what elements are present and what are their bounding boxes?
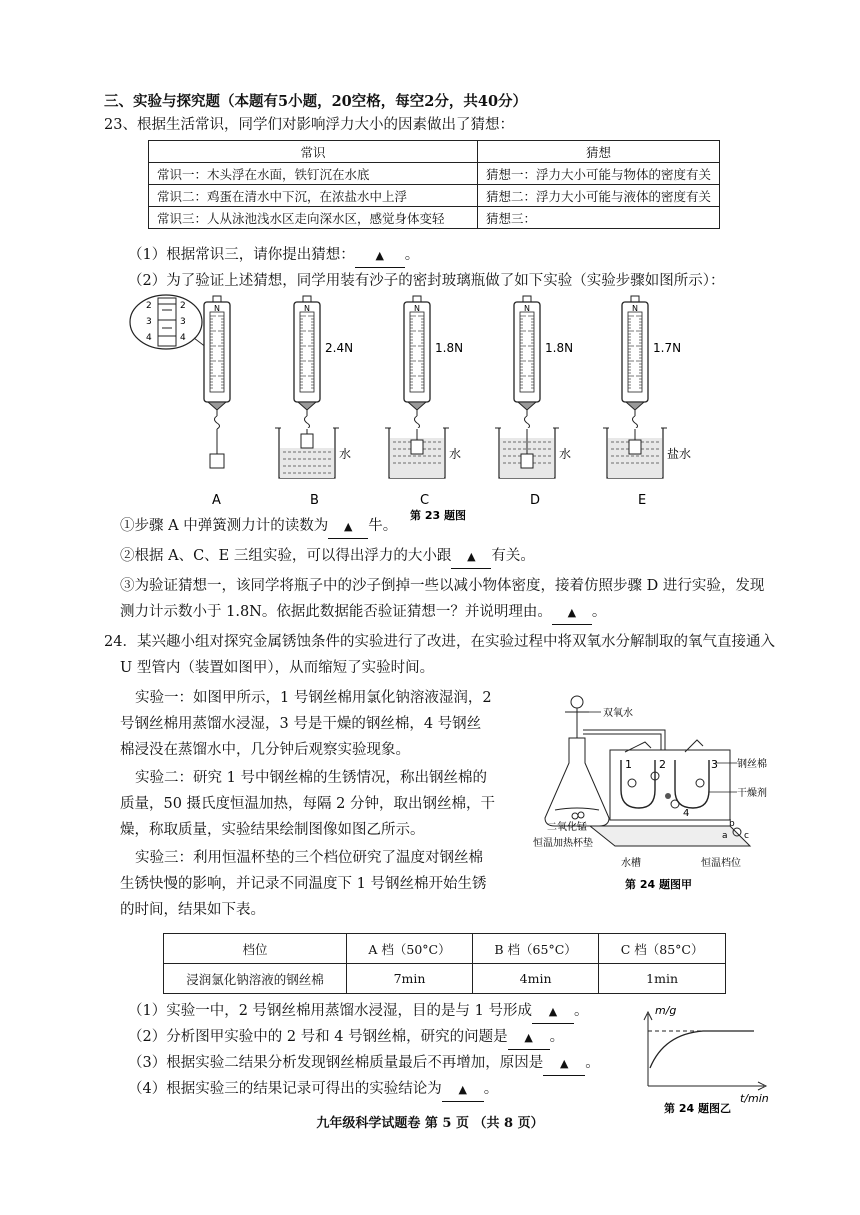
q24-exp3-line1: 实验三：利用恒温杯垫的三个档位研究了温度对钢丝棉 xyxy=(135,850,483,866)
h2o2-label: 双氧水 xyxy=(603,708,633,719)
q24-exp1-line2: 号钢丝棉用蒸馏水浸湿，3 号是干燥的钢丝棉，4 号钢丝 xyxy=(120,716,482,732)
blank-marker: ▲ xyxy=(458,1083,467,1096)
q24-intro-line1: 24．某兴趣小组对探究金属锈蚀条件的实验进行了改进，在实验过程中将双氧水分解制取的氧气直接通入 xyxy=(104,634,775,650)
q24-exp3-line3: 的时间，结果如下表。 xyxy=(120,902,265,918)
q24-question-1 xyxy=(128,1000,589,1024)
answer-blank[interactable] xyxy=(355,244,405,268)
step-label-A: A xyxy=(212,493,221,508)
graph-xlabel: t/min xyxy=(740,1092,769,1105)
q24-table-header: 档位 xyxy=(164,934,347,964)
q24-q2-text: （2）分析图甲实验中的 2 号和 4 号钢丝棉，研究的问题是 xyxy=(128,1029,508,1045)
liquid-label: 水 xyxy=(559,447,572,461)
answer-blank[interactable] xyxy=(508,1026,550,1050)
heater-label: 恒温加热杯垫 xyxy=(533,838,593,849)
q24-exp1-line1: 实验一：如图甲所示，1 号钢丝棉用氯化钠溶液湿润，2 xyxy=(135,690,492,706)
blank-marker: ▲ xyxy=(343,520,353,533)
q24-question-2 xyxy=(128,1026,564,1050)
table-row xyxy=(149,207,720,229)
q23-q1-text: （1）根据常识三，请你提出猜想： xyxy=(128,247,355,263)
blank-marker: ▲ xyxy=(548,1005,558,1018)
q23-step3-line1: ③为验证猜想一，该同学将瓶子中的沙子倒掉一些以减小物体密度，接着仿照步骤 D 进行实验，发现 xyxy=(120,578,765,594)
spring-scale-D xyxy=(495,296,573,478)
gauge-letter: N xyxy=(414,304,420,313)
q24-q1-suffix: 。 xyxy=(574,1003,589,1019)
zoom-circle xyxy=(130,295,215,354)
step-label-C: C xyxy=(420,493,430,508)
zoom-label-4-right: 4 xyxy=(180,333,186,343)
blank-marker: ▲ xyxy=(375,249,384,262)
q23-s1-suffix: 牛。 xyxy=(368,518,398,534)
blank-marker: ▲ xyxy=(524,1031,533,1044)
q23-s3-suffix: 。 xyxy=(591,604,607,620)
q23-figure-caption: 第 23 题图 xyxy=(410,509,466,522)
tube-number-2: 2 xyxy=(659,758,666,771)
gear-letter-c: c xyxy=(744,831,749,841)
liquid-label: 水 xyxy=(339,447,352,461)
q24-figure-yi xyxy=(628,1000,778,1120)
step-label-B: B xyxy=(310,493,319,508)
tube-number-4: 4 xyxy=(683,808,690,819)
liquid-label: 盐水 xyxy=(667,447,692,461)
spring-scale-C xyxy=(385,296,463,478)
table-cell: 1min xyxy=(599,964,726,994)
page-footer: 九年级科学试题卷 第 5 页 （共 8 页） xyxy=(316,1116,544,1131)
q24-figure-jia xyxy=(525,688,767,896)
q24-q2-suffix: 。 xyxy=(549,1029,565,1045)
q23-question-1: （1）根据常识三，请你提出猜想： ▲ 。 xyxy=(128,244,419,268)
gauge-letter: N xyxy=(524,304,530,313)
q24-q1-text: （1）实验一中，2 号钢丝棉用蒸馏水浸湿，目的是与 1 号形成 xyxy=(128,1003,533,1019)
step-label-D: D xyxy=(530,493,541,508)
q24-q3-text: （3）根据实验二结果分析发现钢丝棉质量最后不再增加，原因是 xyxy=(128,1055,544,1071)
gauge-letter: N xyxy=(214,304,220,313)
blank-marker: ▲ xyxy=(560,1057,569,1070)
answer-blank[interactable] xyxy=(543,1052,585,1076)
q24-question-4 xyxy=(128,1078,498,1102)
q24-exp3-line2: 生锈快慢的影响，并记录不同温度下 1 号钢丝棉开始生锈 xyxy=(120,876,487,892)
gear-letter-a: a xyxy=(722,831,728,841)
q23-table-header-guess: 猜想 xyxy=(477,141,719,163)
zoom-label-4: 4 xyxy=(146,333,152,343)
q24-q4-text: （4）根据实验三的结果记录可得出的实验结论为 xyxy=(128,1081,442,1097)
gauge-letter: N xyxy=(304,304,310,313)
liquid-label: 水 xyxy=(449,447,462,461)
table-cell: 猜想三： xyxy=(477,207,719,229)
graph-ylabel: m/g xyxy=(655,1004,677,1017)
table-cell: 7min xyxy=(347,964,473,994)
scale-reading: 1.7N xyxy=(653,341,682,355)
table-cell: 猜想二：浮力大小可能与液体的密度有关 xyxy=(477,185,719,207)
q23-step3-line2 xyxy=(120,601,606,625)
zoom-label-3: 3 xyxy=(146,317,152,327)
q24-table xyxy=(163,933,726,994)
table-cell: 常识一：木头浮在水面，铁钉沉在水底 xyxy=(149,163,478,185)
q24-q3-suffix: 。 xyxy=(585,1055,600,1071)
table-cell: 猜想一：浮力大小可能与物体的密度有关 xyxy=(477,163,719,185)
q24-exp1-line3: 棉浸没在蒸馏水中，几分钟后观察实验现象。 xyxy=(120,742,410,758)
q24-figure-yi-caption: 第 24 题图乙 xyxy=(664,1102,731,1115)
table-cell: 4min xyxy=(472,964,598,994)
answer-blank[interactable] xyxy=(442,1078,484,1102)
q23-step2 xyxy=(120,545,535,569)
q23-table xyxy=(148,140,720,229)
q24-table-header: A 档（50°C） xyxy=(347,934,473,964)
table-row xyxy=(149,163,720,185)
sink-label: 水槽 xyxy=(621,858,641,869)
tube-number-1: 1 xyxy=(625,758,632,771)
q23-s2-suffix: 有关。 xyxy=(491,548,535,564)
answer-blank[interactable] xyxy=(552,601,592,625)
blank-marker: ▲ xyxy=(467,550,476,563)
q23-step1 xyxy=(120,515,397,539)
mno2-label: 二氧化锰 xyxy=(547,822,587,833)
zoom-label-3-right: 3 xyxy=(180,317,186,327)
table-cell: 常识二：鸡蛋在清水中下沉，在浓盐水中上浮 xyxy=(149,185,478,207)
q23-s2-text: ②根据 A、C、E 三组实验，可以得出浮力的大小跟 xyxy=(120,548,452,564)
spring-scale-E xyxy=(603,296,691,478)
q24-intro-line2: U 型管内（装置如图甲），从而缩短了实验时间。 xyxy=(120,660,435,676)
tube-number-3: 3 xyxy=(711,758,718,771)
q23-question-2: （2）为了验证上述猜想，同学用装有沙子的密封玻璃瓶做了如下实验（实验步骤如图所示）： xyxy=(128,273,725,289)
section-title: 三、实验与探究题（本题有5小题，20空格，每空2分，共40分） xyxy=(104,93,528,110)
q24-table-header: C 档（85°C） xyxy=(599,934,726,964)
q23-intro: 23、根据生活常识，同学们对影响浮力大小的因素做出了猜想： xyxy=(104,117,514,133)
q23-figure xyxy=(120,292,720,524)
q23-s3-text: 测力计示数小于 1.8N。依据此数据能否验证猜想一？并说明理由。 xyxy=(120,604,552,620)
spring-scale-A xyxy=(204,296,230,468)
table-row xyxy=(164,964,726,994)
q24-exp2-line1: 实验二：研究 1 号中钢丝棉的生锈情况，称出钢丝棉的 xyxy=(135,770,487,786)
q24-question-3 xyxy=(128,1052,600,1076)
q24-exp2-line3: 燥，称取质量，实验结果绘制图像如图乙所示。 xyxy=(120,822,425,838)
answer-blank[interactable] xyxy=(532,1000,574,1024)
steel-wool-label: 钢丝棉 xyxy=(737,759,767,770)
table-cell: 浸润氯化钠溶液的钢丝棉 xyxy=(164,964,347,994)
q24-figure-jia-caption: 第 24 题图甲 xyxy=(625,878,692,891)
gauge-letter: N xyxy=(632,304,638,313)
gear-label: 恒温档位 xyxy=(701,858,741,869)
zoom-label-2: 2 xyxy=(146,301,152,311)
scale-reading: 1.8N xyxy=(545,341,574,355)
spring-scale-B xyxy=(275,296,353,478)
q24-exp2-line2: 质量，50 摄氏度恒温加热，每隔 2 分钟，取出钢丝棉，干 xyxy=(120,796,496,812)
q23-s1-text: ①步骤 A 中弹簧测力计的读数为 xyxy=(120,518,329,534)
table-cell: 常识三：人从泳池浅水区走向深水区，感觉身体变轻 xyxy=(149,207,478,229)
scale-reading: 1.8N xyxy=(435,341,464,355)
blank-marker: ▲ xyxy=(567,606,577,619)
answer-blank[interactable] xyxy=(451,545,491,569)
q24-table-header: B 档（65°C） xyxy=(472,934,598,964)
q23-table-header-common: 常识 xyxy=(149,141,478,163)
desiccant-label: 干燥剂 xyxy=(737,788,767,799)
step-label-E: E xyxy=(638,493,647,508)
gear-letter-b: b xyxy=(729,819,735,829)
table-row xyxy=(149,185,720,207)
scale-reading: 2.4N xyxy=(325,341,354,355)
q24-q4-suffix: 。 xyxy=(483,1081,499,1097)
answer-blank[interactable] xyxy=(328,515,368,539)
zoom-label-2-right: 2 xyxy=(180,301,186,311)
